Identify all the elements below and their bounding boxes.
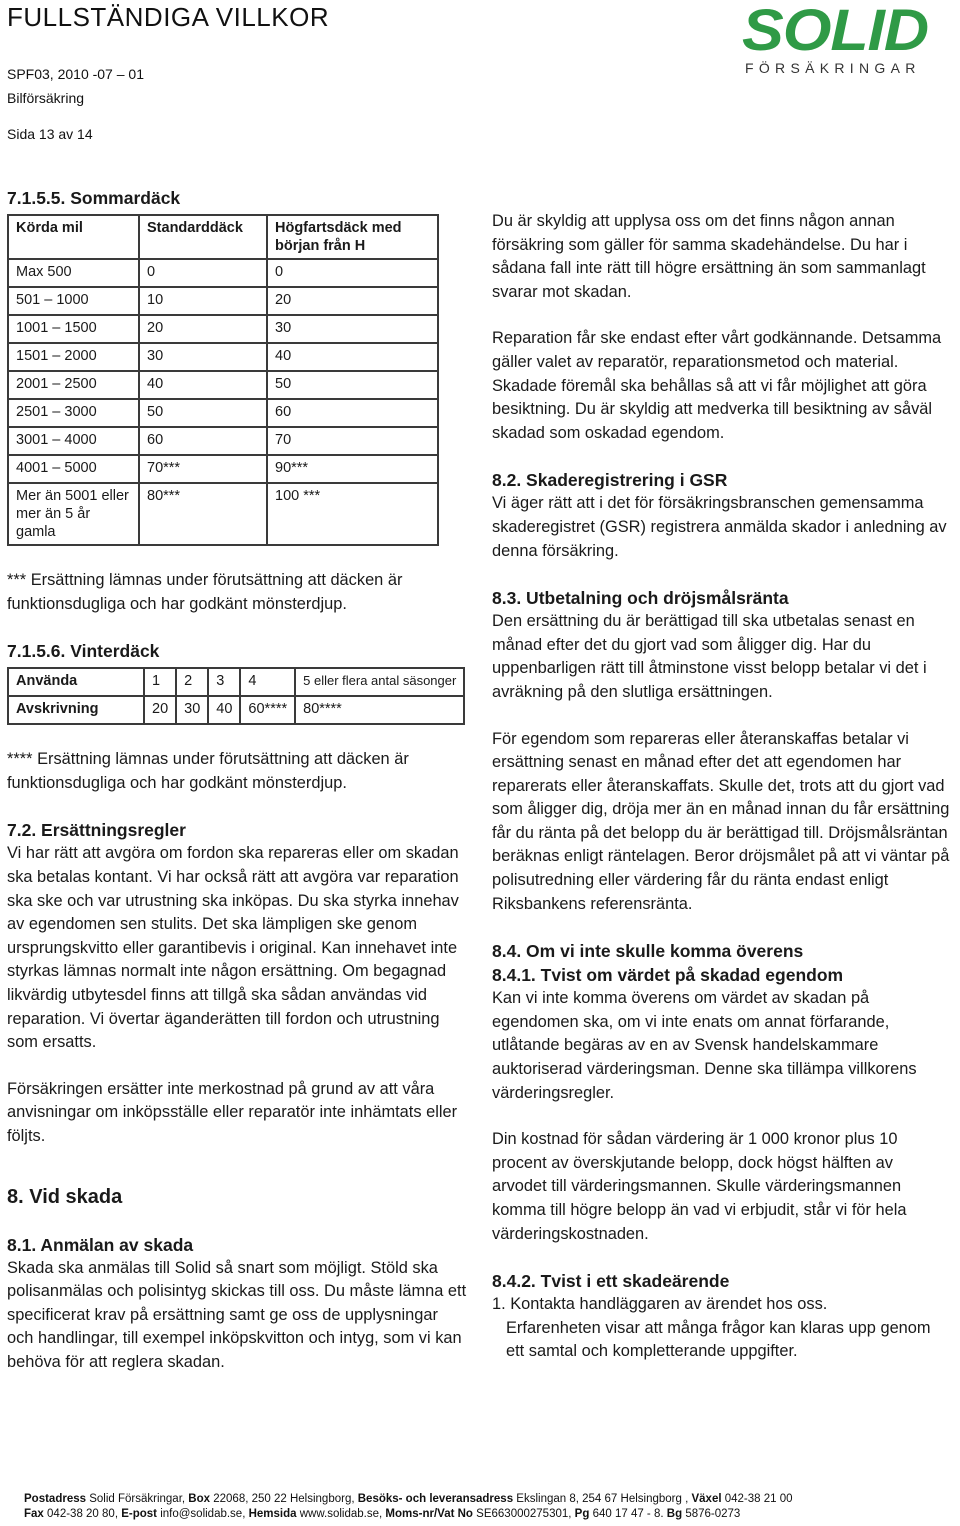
footer [24,1492,954,1522]
table-row [8,259,438,287]
footer-value: 042-38 20 80, [47,1508,119,1520]
paragraph: Din kostnad för sådan värdering är 1 000 kronor plus 10 procent av överskjutande belopp, dock högst hälften av arvodet till värderingsmannen. Skulle värderingsmannen komma till högre belopp än vad vi erbjudit, står vi för hela värderingskostnaden. [492,1130,907,1243]
footer-label: Fax [24,1508,44,1520]
table-cell: 3 [208,668,240,696]
heading-72: 7.2. Ersättningsregler [7,820,186,841]
table-cell: 0 [267,259,438,287]
table-cell: 30 [267,315,438,343]
table-header-row [8,215,438,259]
heading-8: 8. Vid skada [7,1185,123,1208]
page-number: Sida 13 av 14 [7,126,93,142]
paragraph: Vi har rätt att avgöra om fordon ska repareras eller om skadan ska betalas kontant. Vi har också rätt att avgöra var reparation ska ske och var utrustning ska inköpas. Du ska styrka innehav av egendomen sen stulits. Det ska lämpligen ske genom ursprungskvitto eller garantibevis i original. Kan innehavet inte styrkas lämnas normalt inte någon ersättning. Om begagnad likvärdig utbytesdel finns att tillgå ska sådan användas vid reparation. Vi övertar äganderätten till fordon och utrustning som ersatts. [7,844,459,1052]
footer-label: Bg [666,1508,683,1520]
table-cell: 0 [139,259,267,287]
paragraph: Försäkringen ersätter inte merkostnad på grund av att våra anvisningar om inköpsställe eller reparatör inte inhämtats eller följts. [7,1079,458,1145]
table-row [8,455,438,483]
document-id: SPF03, 2010 -07 – 01 [7,66,144,82]
heading-841: 8.4.1. Tvist om värdet på skadad egendom [492,965,844,986]
table-cell: 10 [139,287,267,315]
table-cell: 30 [139,343,267,371]
footer-label: Pg [574,1508,590,1520]
document-meta [7,62,144,146]
table-cell: 70 [267,427,438,455]
paragraph: Vi äger rätt att i det för försäkringsbranschen gemensamma skaderegistret (GSR) registrera anmälda skador i anledning av denna försäkring. [492,494,947,560]
footer-value: 22068, 250 22 Helsingborg, [213,1493,355,1505]
heading-7155: 7.1.5.5. Sommardäck [7,188,181,208]
footer-label: Besöks- och leveransadress [357,1493,514,1505]
list-item-continuation: Erfarenheten visar att många frågor kan klaras upp genom ett samtal och kompletterande uppgifter. [506,1318,931,1361]
table-row [8,315,438,343]
table-cell: 20 [144,696,176,724]
document-title: FULLSTÄNDIGA VILLKOR [7,2,330,32]
heading-82: 8.2. Skaderegistrering i GSR [492,470,728,491]
logo-subtitle: FÖRSÄKRINGAR [745,60,921,76]
winter-tire-table [7,667,465,725]
table-cell: 50 [139,399,267,427]
footer-value: 042-38 21 00 [724,1493,793,1505]
table-cell: 20 [267,287,438,315]
table-cell: 1 [144,668,176,696]
footer-label: Hemsida [248,1508,297,1520]
footer-value: 5876-0273 [685,1508,741,1520]
table-cell: 20 [139,315,267,343]
winter-tire-note: **** Ersättning lämnas under förutsättning att däcken är funktionsdugliga och har godkänt mönsterdjup. [7,750,409,792]
table-cell: 100 *** [267,483,438,545]
table-header-cell: Standarddäck [139,215,267,259]
table-row [8,371,438,399]
paragraph: Du är skyldig att upplysa oss om det finns någon annan försäkring som gäller för samma skadehändelse. Du har i sådana fall inte rätt till högre ersättning än som sammanlagt svarar mot skadan. [492,212,926,301]
paragraph: Kan vi inte komma överens om värdet av skadan på egendomen ska, om vi inte enats om annat förfarande, utlåtande begäras av en av Svensk handelskammare auktoriserad värderingsman. Denne ska tillämpa villkorens värderingsregler. [492,989,917,1102]
right-column [492,210,952,1364]
table-cell: 80*** [139,483,267,545]
table-cell: 2001 – 2500 [8,371,139,399]
footer-line-1 [24,1492,954,1507]
table-header-cell: Använda [8,668,144,696]
footer-label: Moms-nr/Vat No [385,1508,473,1520]
footer-label: Postadress [24,1493,87,1505]
table-cell: 4 [240,668,295,696]
footer-label: E-post [121,1508,157,1520]
table-header-cell: Avskrivning [8,696,144,724]
table-cell: 90*** [267,455,438,483]
summer-tire-table [7,214,439,546]
table-cell: 60 [139,427,267,455]
table-cell: 40 [267,343,438,371]
paragraph: Skada ska anmälas till Solid så snart som möjligt. Stöld ska polisanmälas och polisintyg skickas till oss. Du måste lämna ett specificerat krav på ersättning samt ge oss de upplysningar och handlingar, till exempel inköpskvitton och intyg, som vi kan behöva för att reglera skadan. [7,1258,467,1371]
table-cell: 40 [208,696,240,724]
table-header-cell: Högfartsdäck med början från H [267,215,438,259]
solid-logo [742,2,956,78]
table-cell: 1001 – 1500 [8,315,139,343]
table-row [8,399,438,427]
heading-81: 8.1. Anmälan av skada [7,1234,194,1255]
heading-84: 8.4. Om vi inte skulle komma överens [492,941,804,962]
paragraph: Reparation får ske endast efter vårt godkännande. Detsamma gäller valet av reparatör, reparationsmetod och material. Skadade föremål ska behållas så att vi får möjlighet att göra besiktning. Du är skyldig att medverka till besiktning av såväl skadad som oskadad egendom. [492,329,942,442]
table-cell: 40 [139,371,267,399]
footer-value: www.solidab.se, [299,1508,383,1520]
heading-842: 8.4.2. Tvist i ett skadeärende [492,1271,730,1292]
table-cell: 1501 – 2000 [8,343,139,371]
table-cell: 60 [267,399,438,427]
table-row [8,287,438,315]
table-row [8,343,438,371]
heading-7156: 7.1.5.6. Vinterdäck [7,641,160,662]
table-row [8,668,464,696]
footer-value: Solid Försäkringar, [89,1493,186,1505]
table-row [8,427,438,455]
table-cell: 60**** [240,696,295,724]
table-cell: 50 [267,371,438,399]
table-row [8,483,438,545]
footer-line-2 [24,1507,954,1522]
table-cell: Mer än 5001 eller mer än 5 år gamla [8,483,139,545]
footer-label: Växel [691,1493,722,1505]
footer-value: info@solidab.se, [160,1508,246,1520]
table-cell: 2501 – 3000 [8,399,139,427]
table-header-cell: Körda mil [8,215,139,259]
table-cell: 501 – 1000 [8,287,139,315]
list-item: 1. Kontakta handläggaren av ärendet hos oss. [492,1295,828,1314]
summer-tire-note: *** Ersättning lämnas under förutsättning att däcken är funktionsdugliga och har godkänt mönsterdjup. [7,571,403,613]
heading-83: 8.3. Utbetalning och dröjsmålsränta [492,588,789,609]
table-cell: 80**** [295,696,464,724]
table-cell: 5 eller flera antal säsonger [295,668,464,696]
table-cell: 2 [176,668,208,696]
table-cell: 3001 – 4000 [8,427,139,455]
table-cell: Max 500 [8,259,139,287]
footer-value: SE663000275301, [476,1508,572,1520]
paragraph: För egendom som repareras eller återanskaffas betalar vi ersättning senast en månad efter det att egendomen har reparerats eller återanskaffats. Skulle det, trots att du gjort vad som åligger dig, dröja mer än en månad innan du får ersättning får du ränta på det belopp du är berättigad till. Dröjsmålsräntan beräknas enligt räntelagen. Beror dröjsmålet på att vi väntar på polisutredning eller värdering får du ränta endast enligt Riksbankens referensränta. [492,729,950,913]
footer-label: Box [188,1493,211,1505]
table-cell: 30 [176,696,208,724]
paragraph: Den ersättning du är berättigad till ska utbetalas senast en månad efter det du gjort vad som åligger dig. Har du uppenbarligen rätt till åtminstone visst belopp betalar vi det i avräkning på den slutliga ersättningen. [492,612,927,701]
footer-value: 640 17 47 - 8. [592,1508,664,1520]
footer-value: Ekslingan 8, 254 67 Helsingborg , [516,1493,689,1505]
table-row [8,696,464,724]
table-cell: 4001 – 5000 [8,455,139,483]
left-column [7,186,467,1374]
table-cell: 70*** [139,455,267,483]
product-name: Bilförsäkring [7,90,85,106]
logo-word: SOLID [742,0,929,63]
